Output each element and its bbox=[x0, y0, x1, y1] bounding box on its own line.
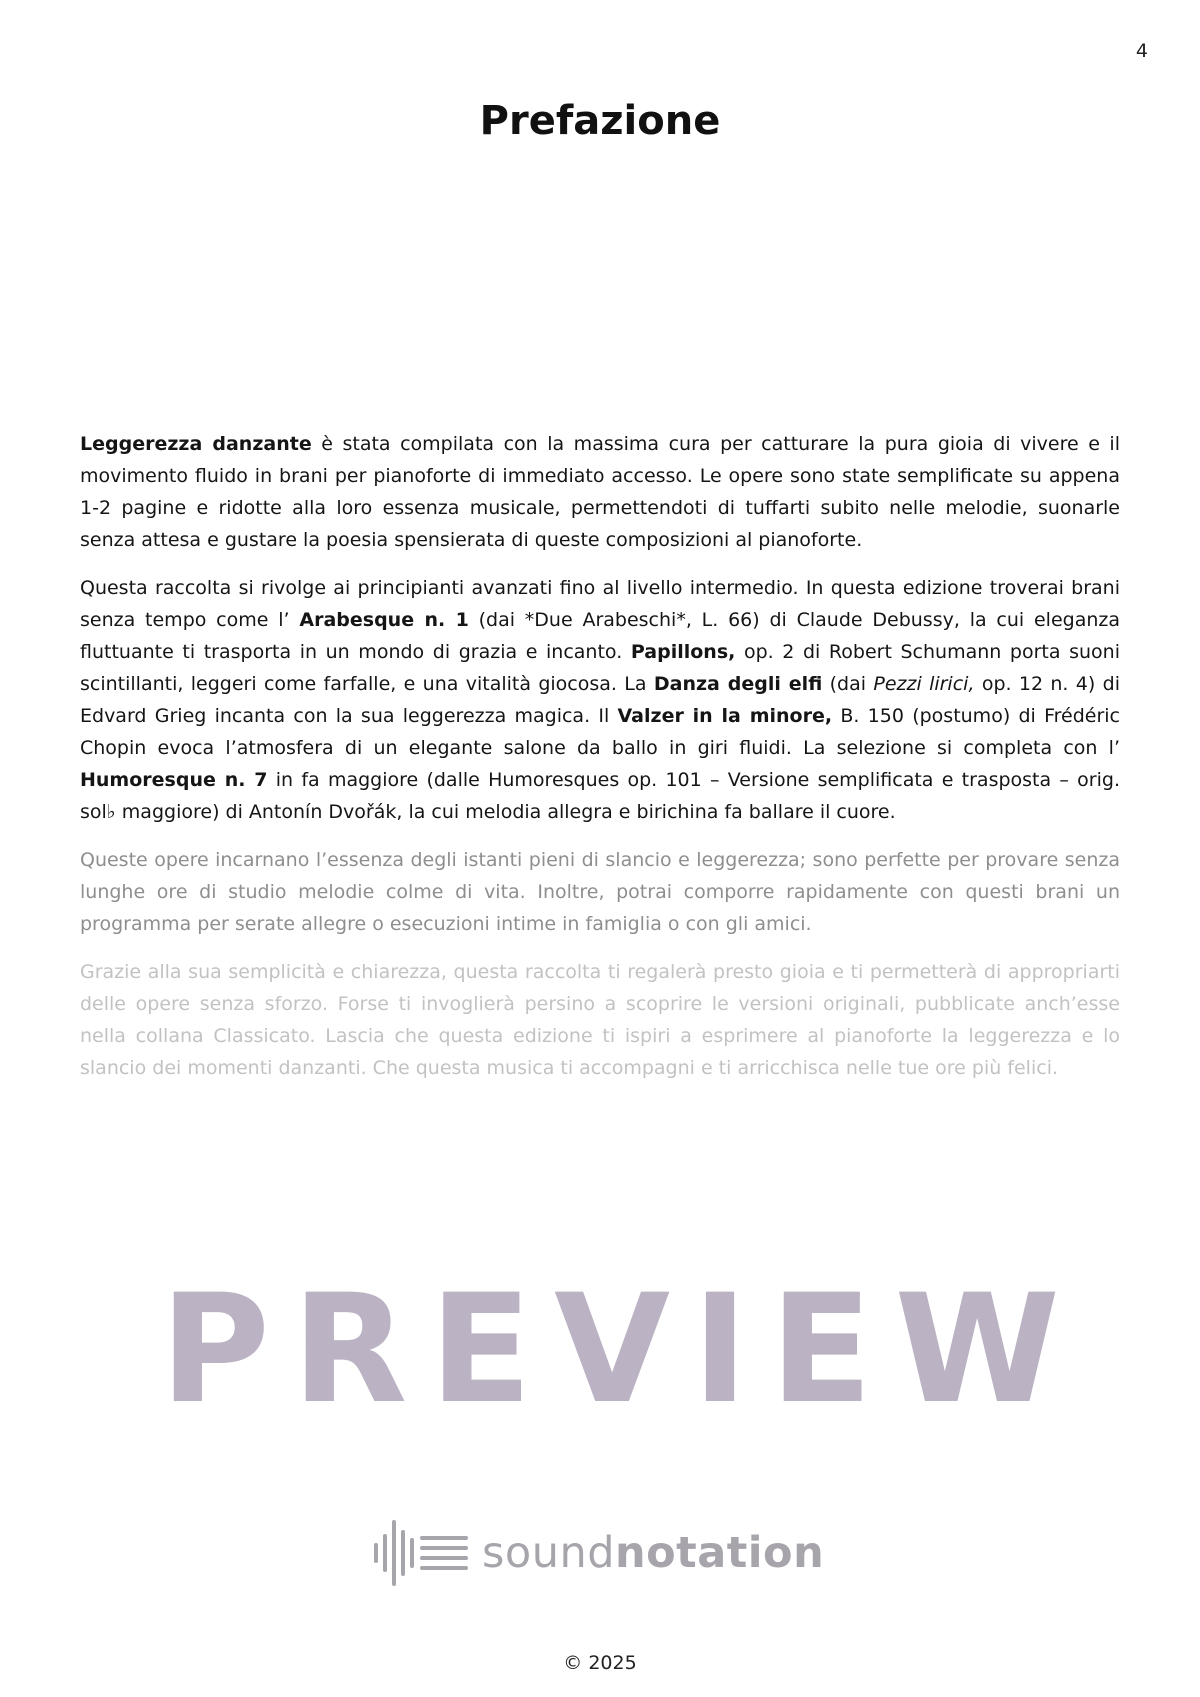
preview-watermark bbox=[160, 1263, 1060, 1437]
paragraph-text: op. 12 n. 4) di Edvard Grieg incanta con la sua leggerezza magica. Il bbox=[80, 673, 1120, 727]
logo-wordmark bbox=[482, 1528, 824, 1578]
watermark-letter: E bbox=[769, 1263, 873, 1437]
preface-paragraph-4: Grazie alla sua semplicità e chiarezza, questa raccolta ti regalerà presto gioia e ti permetterà di appropriarti delle opere senza sforzo. Forse ti invoglierà persino a scoprire le versioni originali, pubblicate anch’esse nella collana Classicato. Lascia che questa edizione ti ispiri a esprimere al pianoforte la leggerezza e lo slancio dei momenti danzanti. Che questa musica ti accompagni e ti arricchisca nelle tue ore più felici. bbox=[80, 961, 1120, 1079]
piece-title-valzer: Valzer in la minore, bbox=[617, 705, 833, 727]
watermark-letter: V bbox=[554, 1263, 671, 1437]
logo-text-bold: notation bbox=[615, 1528, 825, 1578]
paragraph-text: B. 150 (postumo) di Frédéric Chopin evoca l’atmosfera di un elegante salone da ballo in giri fluidi. La selezione si completa con l’ bbox=[80, 705, 1121, 759]
piece-title-humoresque: Humoresque n. 7 bbox=[80, 769, 268, 791]
copyright: © 2025 bbox=[563, 1652, 637, 1674]
watermark-letter: R bbox=[291, 1263, 408, 1437]
paragraph-text: (dai *Due Arabeschi*, L. 66) di Claude Debussy, la cui eleganza fluttuante ti trasporta in un mondo di grazia e incanto. bbox=[80, 609, 1120, 663]
watermark-letter: P bbox=[160, 1263, 270, 1437]
page-number: 4 bbox=[1135, 40, 1148, 62]
preface-paragraph-1 bbox=[80, 428, 1120, 556]
preface-body bbox=[80, 428, 1120, 1100]
logo-text-light: sound bbox=[482, 1528, 616, 1578]
collection-title: Leggerezza danzante bbox=[80, 433, 312, 455]
watermark-letter: I bbox=[692, 1263, 748, 1437]
piece-title-danza-elfi: Danza degli elfi bbox=[653, 673, 823, 695]
preface-paragraph-3: Queste opere incarnano l’essenza degli istanti pieni di slancio e leggerezza; sono perfette per provare senza lunghe ore di studio melodie colme di vita. Inoltre, potrai comporre rapidamente con questi brani un programma per serate allegre o esecuzioni intime in famiglia o con gli amici. bbox=[80, 849, 1120, 935]
paragraph-text: op. 2 di Robert Schumann porta suoni scintillanti, leggeri come farfalle, e una vitalità giocosa. La bbox=[80, 641, 1120, 695]
watermark-letter: E bbox=[429, 1263, 532, 1437]
soundwave-staff-icon bbox=[372, 1518, 470, 1588]
watermark-letter: W bbox=[894, 1263, 1060, 1437]
soundnotation-logo bbox=[372, 1518, 824, 1588]
paragraph-text: (dai bbox=[822, 673, 874, 695]
page-title: Prefazione bbox=[479, 98, 721, 144]
paragraph-text: Questa raccolta si rivolge ai principianti avanzati fino al livello intermedio. In questa edizione troverai brani senza tempo come l’ bbox=[80, 577, 1120, 631]
paragraph-text: è stata compilata con la massima cura per catturare la pura gioia di vivere e il movimento fluido in brani per pianoforte di immediato accesso. Le opere sono state semplificate su appena 1-2 pagine e ridotte alla loro essenza musicale, permettendoti di tuffarti subito nelle melodie, suonarle senza attesa e gustare la poesia spensierata di queste composizioni al pianoforte. bbox=[80, 433, 1120, 551]
paragraph-text: in fa maggiore (dalle Humoresques op. 101 – Versione semplificata e trasposta – orig. sol♭ maggiore) di Antonín Dvořák, la cui melodia allegra e birichina fa ballare il cuore. bbox=[80, 769, 1120, 823]
collection-title-italic: Pezzi lirici, bbox=[873, 673, 975, 695]
piece-title-papillons: Papillons, bbox=[630, 641, 736, 663]
piece-title-arabesque: Arabesque n. 1 bbox=[299, 609, 469, 631]
preface-paragraph-2 bbox=[80, 572, 1120, 828]
